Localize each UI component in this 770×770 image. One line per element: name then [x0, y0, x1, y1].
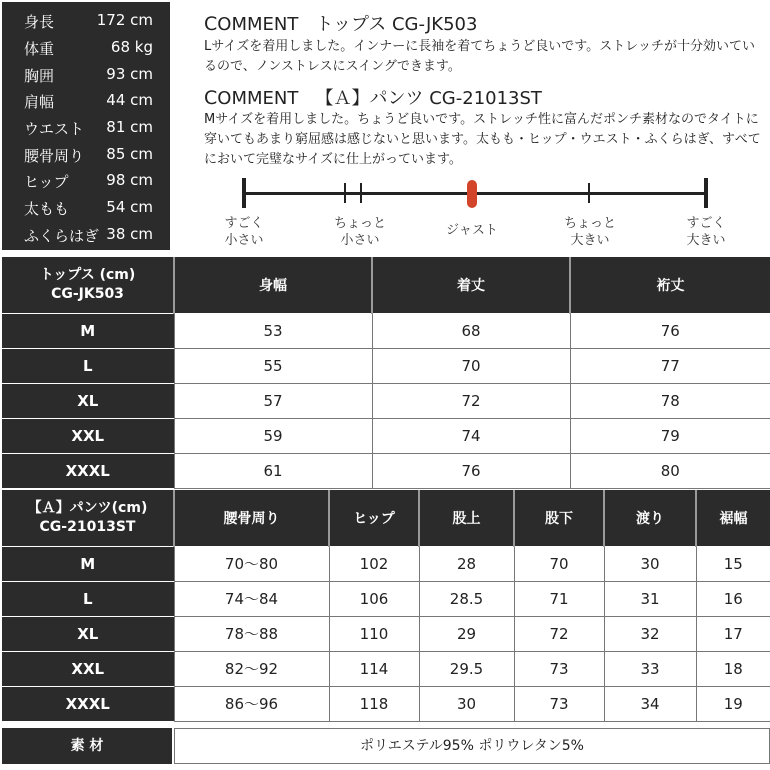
table-cell: 80 — [570, 453, 770, 488]
fit-label-line: ジャスト — [446, 223, 498, 238]
table-cell: 28.5 — [419, 581, 514, 616]
table-cell: 78 — [570, 383, 770, 418]
table-cell: 30 — [604, 546, 696, 581]
measurement-label: 肩幅 — [24, 93, 55, 111]
table-cell: 59 — [174, 418, 372, 453]
tops-size-table — [2, 257, 770, 489]
fit-label-line: すごく — [686, 216, 726, 231]
size-label: L — [2, 581, 174, 616]
measurement-label: 体重 — [24, 40, 55, 58]
table-cell: 72 — [372, 383, 570, 418]
material-label: 素 材 — [2, 728, 172, 764]
table-cell: 28 — [419, 546, 514, 581]
size-label: XXXL — [2, 686, 174, 721]
measurement-row — [2, 142, 170, 168]
measurement-value: 98 cm — [106, 171, 153, 189]
material-value: ポリエステル95% ポリウレタン5% — [174, 728, 770, 764]
table-cell: 30 — [419, 686, 514, 721]
table-cell: 55 — [174, 348, 372, 383]
table-title-line: CG-21013ST — [39, 518, 136, 535]
table-cell: 17 — [696, 616, 770, 651]
table-cell: 118 — [329, 686, 419, 721]
table-row — [2, 348, 770, 383]
size-label: L — [2, 348, 174, 383]
table-row — [2, 383, 770, 418]
fit-scale-marker — [467, 180, 477, 208]
fit-label-line: ちょっと — [333, 216, 386, 231]
table-cell: 102 — [329, 546, 419, 581]
table-cell: 34 — [604, 686, 696, 721]
table-cell: 73 — [514, 651, 604, 686]
comment-text-pants: Mサイズを着用しました。ちょうど良いです。ストレッチ性に富んだポンチ素材なのでタイトに穿いてもあまり窮屈感は感じないと思います。太もも・ヒップ・ウエスト・ふくらはぎ、すべてにおいて完璧なサイズに仕上がっています。 — [204, 112, 761, 167]
comment-heading-product: 【Ａ】パンツ CG-21013ST — [315, 88, 542, 109]
table-cell: 106 — [329, 581, 419, 616]
table-cell: 57 — [174, 383, 372, 418]
table-row — [2, 581, 770, 616]
column-header: ヒップ — [329, 490, 419, 546]
column-header: 股上 — [419, 490, 514, 546]
fit-label-line: 小さい — [224, 233, 264, 248]
fit-label-line: 小さい — [340, 233, 380, 248]
table-cell: 73 — [514, 686, 604, 721]
table-header-row — [2, 257, 770, 313]
table-cell: 110 — [329, 616, 419, 651]
measurement-label: ウエスト — [24, 120, 85, 138]
table-cell: 78〜88 — [174, 616, 329, 651]
fit-label-large — [550, 215, 630, 249]
pants-size-table — [2, 490, 770, 722]
table-row — [2, 616, 770, 651]
comment-heading-cap: C — [204, 13, 218, 35]
measurement-value: 44 cm — [106, 91, 153, 109]
measurement-label: 胸囲 — [24, 67, 55, 85]
comment-heading-product: トップス CG-JK503 — [315, 14, 478, 35]
column-header: 着丈 — [372, 257, 570, 313]
fit-scale — [174, 170, 770, 252]
table-cell: 29 — [419, 616, 514, 651]
model-measurements-panel — [2, 2, 170, 250]
comment-text-tops: Lサイズを着用しました。インナーに長袖を着てちょうど良いです。ストレッチが十分効いているので、ノンストレスにスイングできます。 — [204, 39, 756, 74]
fit-label-very-large — [666, 215, 746, 249]
table-cell: 79 — [570, 418, 770, 453]
table-cell: 15 — [696, 546, 770, 581]
table-row — [2, 546, 770, 581]
size-label: XXXL — [2, 453, 174, 488]
table-cell: 71 — [514, 581, 604, 616]
table-cell: 53 — [174, 313, 372, 348]
table-row — [2, 651, 770, 686]
fit-label-line: 大きい — [686, 233, 726, 248]
table-cell: 68 — [372, 313, 570, 348]
column-header: 渡り — [604, 490, 696, 546]
table-header-row — [2, 490, 770, 546]
measurement-row — [2, 8, 170, 34]
table-cell: 77 — [570, 348, 770, 383]
fit-scale-tick — [588, 183, 590, 203]
measurement-label: 身長 — [24, 13, 55, 31]
measurement-value: 93 cm — [106, 65, 153, 83]
pants-table-title — [2, 490, 174, 546]
table-cell: 76 — [372, 453, 570, 488]
size-label: XXL — [2, 418, 174, 453]
size-label: M — [2, 546, 174, 581]
table-cell: 70 — [514, 546, 604, 581]
fit-label-line: ちょっと — [563, 216, 616, 231]
measurement-value: 38 cm — [106, 225, 153, 243]
size-label: XL — [2, 383, 174, 418]
measurement-label: 腰骨周り — [24, 147, 85, 165]
measurement-value: 54 cm — [106, 198, 153, 216]
tops-table-title — [2, 257, 174, 313]
column-header: 身幅 — [174, 257, 372, 313]
table-cell: 114 — [329, 651, 419, 686]
size-label: XXL — [2, 651, 174, 686]
material-row — [2, 728, 770, 764]
table-cell: 70〜80 — [174, 546, 329, 581]
table-cell: 29.5 — [419, 651, 514, 686]
table-cell: 82〜92 — [174, 651, 329, 686]
comment-heading-tops — [204, 10, 477, 36]
measurement-value: 81 cm — [106, 118, 153, 136]
fit-label-line: 大きい — [570, 233, 610, 248]
fit-scale-tick-end — [704, 178, 708, 208]
table-cell: 33 — [604, 651, 696, 686]
measurement-label: ふくらはぎ — [24, 227, 100, 245]
table-cell: 76 — [570, 313, 770, 348]
measurement-row — [2, 35, 170, 61]
fit-label-line: すごく — [224, 216, 264, 231]
measurement-row — [2, 168, 170, 194]
table-row — [2, 453, 770, 488]
table-cell: 31 — [604, 581, 696, 616]
fit-label-very-small — [204, 215, 284, 249]
measurement-row — [2, 115, 170, 141]
measurement-row — [2, 195, 170, 221]
fit-scale-tick — [344, 183, 346, 203]
fit-scale-tick-start — [242, 178, 246, 208]
column-header: 裾幅 — [696, 490, 770, 546]
fit-scale-tick — [360, 183, 362, 203]
measurement-value: 85 cm — [106, 145, 153, 163]
measurement-value: 172 cm — [96, 11, 153, 29]
table-cell: 70 — [372, 348, 570, 383]
fit-label-just — [432, 222, 512, 239]
fit-label-small — [320, 215, 400, 249]
table-cell: 86〜96 — [174, 686, 329, 721]
table-title-line: トップス (cm) — [39, 266, 136, 283]
comment-heading-cap: C — [204, 87, 218, 109]
size-label: XL — [2, 616, 174, 651]
table-cell: 72 — [514, 616, 604, 651]
table-cell: 16 — [696, 581, 770, 616]
measurement-row — [2, 62, 170, 88]
table-row — [2, 686, 770, 721]
measurement-label: ヒップ — [24, 173, 69, 191]
table-row — [2, 418, 770, 453]
table-cell: 74〜84 — [174, 581, 329, 616]
measurement-row — [2, 88, 170, 114]
comment-heading-pants — [204, 84, 542, 110]
column-header: 裄丈 — [570, 257, 770, 313]
measurement-value: 68 kg — [110, 38, 153, 56]
table-title-line: CG-JK503 — [51, 285, 124, 302]
measurement-row — [2, 222, 170, 248]
measurement-label: 太もも — [24, 200, 70, 218]
table-cell: 18 — [696, 651, 770, 686]
table-cell: 61 — [174, 453, 372, 488]
table-row — [2, 313, 770, 348]
table-cell: 32 — [604, 616, 696, 651]
comment-heading-word: OMMENT — [217, 14, 299, 35]
comment-section — [174, 0, 770, 252]
column-header: 股下 — [514, 490, 604, 546]
table-cell: 74 — [372, 418, 570, 453]
comment-heading-word: OMMENT — [217, 88, 299, 109]
column-header: 腰骨周り — [174, 490, 329, 546]
table-title-line: 【Ａ】パンツ(cm) — [27, 499, 148, 516]
table-cell: 19 — [696, 686, 770, 721]
size-label: M — [2, 313, 174, 348]
